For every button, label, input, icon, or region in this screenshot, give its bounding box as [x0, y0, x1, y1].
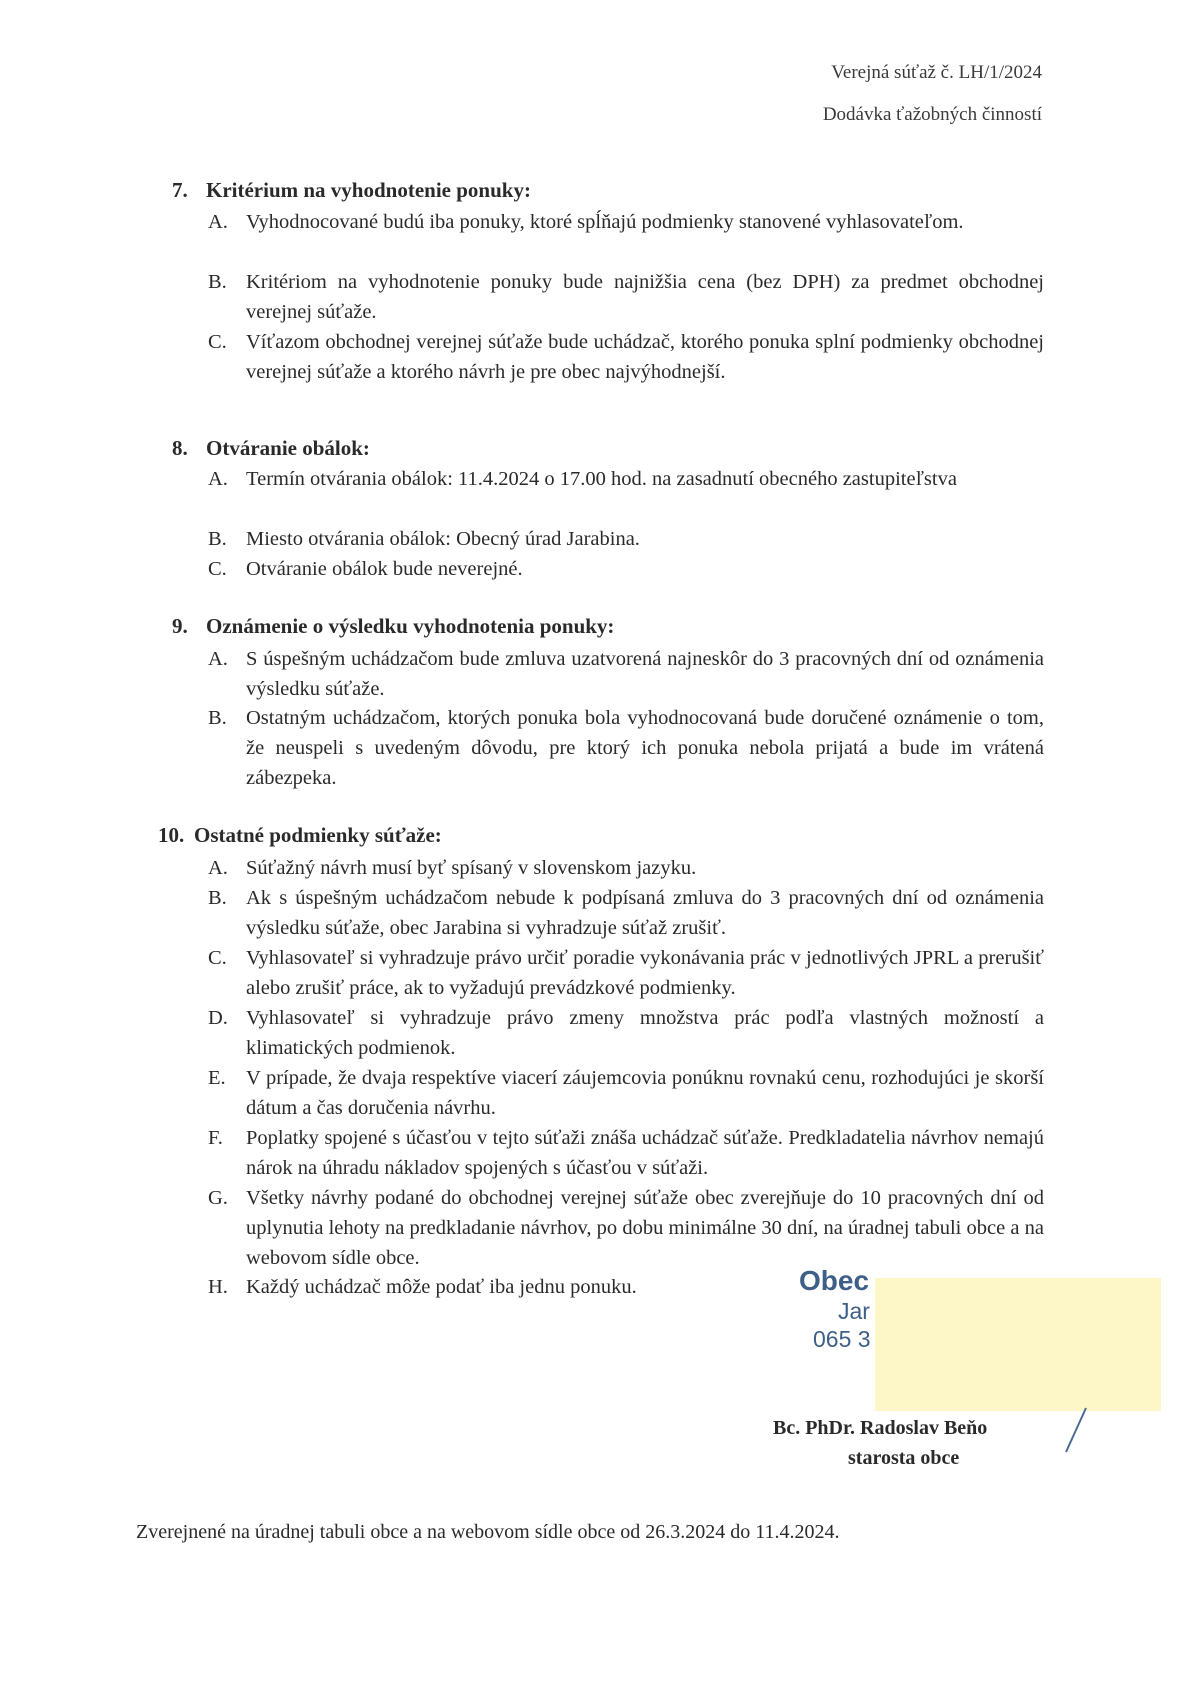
- list-item: [208, 853, 1044, 883]
- item-letter: A.: [208, 468, 228, 490]
- item-letter: G.: [208, 1187, 228, 1209]
- section-number: 8.: [172, 436, 188, 460]
- item-text: Termín otvárania obálok: 11.4.2024 o 17.00 hod. na zasadnutí obecného zastupiteľstva: [246, 468, 957, 490]
- list-item: [208, 207, 1044, 237]
- list-item: [208, 883, 1044, 943]
- item-letter: D.: [208, 1007, 228, 1029]
- item-text: Otváranie obálok bude neverejné.: [246, 558, 523, 580]
- item-text: Súťažný návrh musí byť spísaný v slovenskom jazyku.: [246, 857, 697, 879]
- item-letter: B.: [208, 707, 227, 729]
- item-letter: A.: [208, 857, 228, 879]
- section-7-title: [172, 178, 531, 203]
- list-item: [208, 327, 1044, 387]
- stamp-line-2: Jar: [838, 1298, 870, 1324]
- item-letter: B.: [208, 271, 227, 293]
- item-text: Každý uchádzač môže podať iba jednu ponuku.: [246, 1276, 637, 1298]
- item-text: Vyhodnocované budú iba ponuky, ktoré spĺňajú podmienky stanovené vyhlasovateľom.: [246, 211, 964, 233]
- list-item: [208, 267, 1044, 327]
- item-letter: A.: [208, 648, 228, 670]
- list-item: [208, 943, 1044, 1003]
- item-letter: B.: [208, 887, 227, 909]
- stamp-line-3: 065 3: [813, 1326, 871, 1352]
- item-letter: E.: [208, 1067, 226, 1089]
- item-text: S úspešným uchádzačom bude zmluva uzatvorená najneskôr do 3 pracovných dní od oznámenia výsledku súťaže.: [246, 648, 1044, 700]
- item-text: V prípade, že dvaja respektíve viacerí záujemcovia ponúknu rovnakú cenu, rozhodujúci je skorší dátum a čas doručenia návrhu.: [246, 1067, 1044, 1119]
- section-8-title: [172, 436, 370, 461]
- section-title-text: Otváranie obálok:: [206, 436, 370, 460]
- section-number: 9.: [172, 614, 188, 638]
- list-item: [208, 1272, 768, 1302]
- publication-note: Zverejnené na úradnej tabuli obce a na webovom sídle obce od 26.3.2024 do 11.4.2024.: [136, 1521, 840, 1543]
- section-10-title: [158, 823, 442, 848]
- item-text: Ak s úspešným uchádzačom nebude k podpísaná zmluva do 3 pracovných dní od oznámenia výsledku súťaže, obec Jarabina si vyhradzuje súťaž zrušiť.: [246, 887, 1044, 939]
- item-text: Vyhlasovateľ si vyhradzuje právo zmeny množstva prác podľa vlastných možností a klimatických podmienok.: [246, 1007, 1044, 1059]
- item-letter: B.: [208, 528, 227, 550]
- section-title-text: Oznámenie o výsledku vyhodnotenia ponuky:: [206, 614, 615, 638]
- item-letter: H.: [208, 1276, 228, 1298]
- item-text: Vyhlasovateľ si vyhradzuje právo určiť poradie vykonávania prác v jednotlivých JPRL a prerušiť alebo zrušiť práce, ak to vyžadujú prevádzkové podmienky.: [246, 947, 1044, 999]
- item-text: Poplatky spojené s účasťou v tejto súťaži znáša uchádzač súťaže. Predkladatelia návrhov nemajú nárok na úhradu nákladov spojených s účasťou v súťaži.: [246, 1127, 1044, 1179]
- list-item: [208, 464, 1044, 494]
- item-letter: C.: [208, 331, 227, 353]
- list-item: [208, 524, 1044, 554]
- item-text: Kritériom na vyhodnotenie ponuky bude najnižšia cena (bez DPH) za predmet obchodnej verejnej súťaže.: [246, 271, 1044, 323]
- list-item: [208, 1123, 1044, 1183]
- item-text: Všetky návrhy podané do obchodnej verejnej súťaže obec zverejňuje do 10 pracovných dní od uplynutia lehoty na predkladanie návrhov, po dobu minimálne 30 dní, na úradnej tabuli obce a na webovom sídle obce.: [246, 1187, 1044, 1269]
- list-item: [208, 1183, 1044, 1273]
- redaction-box: [875, 1278, 1161, 1411]
- section-number: 10.: [158, 823, 185, 847]
- signatory-role: starosta obce: [848, 1447, 960, 1469]
- item-letter: A.: [208, 211, 228, 233]
- signature-stroke-icon: [1060, 1405, 1090, 1455]
- section-number: 7.: [172, 178, 188, 202]
- item-text: Ostatným uchádzačom, ktorých ponuka bola vyhodnocovaná bude doručené oznámenie o tom, že neuspeli s uvedeným dôvodu, pre ktorý ich ponuka nebola prijatá a bude im vrátená zábezpeka.: [246, 707, 1044, 789]
- document-reference: Verejná súťaž č. LH/1/2024: [831, 62, 1042, 83]
- item-text: Víťazom obchodnej verejnej súťaže bude uchádzač, ktorého ponuka splní podmienky obchodnej verejnej súťaže a ktorého návrh je pre obec najvýhodnejší.: [246, 331, 1044, 383]
- list-item: [208, 703, 1044, 793]
- section-title-text: Ostatné podmienky súťaže:: [194, 823, 442, 847]
- item-text: Miesto otvárania obálok: Obecný úrad Jarabina.: [246, 528, 640, 550]
- stamp-line-1: Obec: [799, 1265, 870, 1296]
- list-item: [208, 644, 1044, 704]
- signatory-name: Bc. PhDr. Radoslav Beňo: [773, 1417, 988, 1439]
- item-letter: F.: [208, 1127, 223, 1149]
- list-item: [208, 554, 1044, 584]
- item-letter: C.: [208, 947, 227, 969]
- document-subject: Dodávka ťažobných činností: [822, 104, 1042, 125]
- section-9-title: [172, 614, 614, 639]
- section-title-text: Kritérium na vyhodnotenie ponuky:: [206, 178, 531, 202]
- list-item: [208, 1003, 1044, 1063]
- item-letter: C.: [208, 558, 227, 580]
- list-item: [208, 1063, 1044, 1123]
